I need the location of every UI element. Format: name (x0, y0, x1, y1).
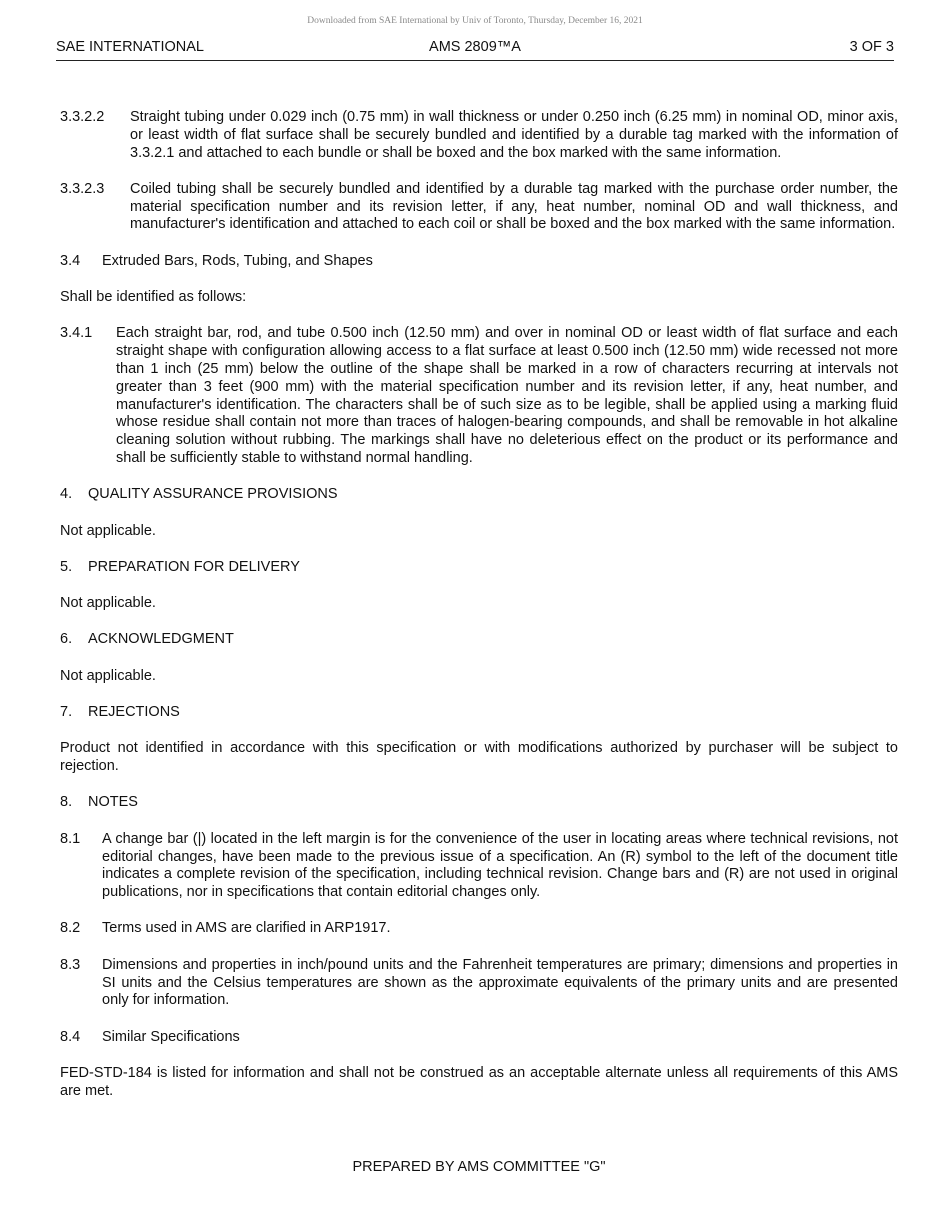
section-8-heading (60, 794, 898, 812)
section-number: 8.3 (60, 956, 81, 973)
section-number: 5. (60, 558, 73, 575)
download-watermark: Downloaded from SAE International by Univ of Toronto, Thursday, December 16, 2021 (307, 16, 643, 26)
section-3-4-text: Shall be identified as follows: (60, 289, 247, 306)
header-page-number: 3 OF 3 (849, 39, 894, 55)
section-title: NOTES (88, 794, 138, 811)
section-number: 3.3.2.3 (60, 180, 105, 197)
section-text: A change bar (|) located in the left margin is for the convenience of the user in locating areas where technical revisions, not editorial changes, have been made to the previous issue of a specification. An (R) symbol to the left of the document title indicates a complete revision of the specification, including technical revision. Change bars and (R) are not used in original publications, nor in specifications that contain editorial changes only. (102, 830, 898, 901)
section-number: 8. (60, 794, 73, 811)
section-8-4-text: FED-STD-184 is listed for information and shall not be construed as an acceptable alternate unless all requirements of this AMS are met. (60, 1064, 898, 1099)
section-7-text: Product not identified in accordance with this specification or with modifications authorized by purchaser will be subject to rejection. (60, 740, 898, 775)
header-document-number: AMS 2809™A (429, 39, 521, 55)
section-5-text: Not applicable. (60, 595, 156, 612)
section-text: Coiled tubing shall be securely bundled and identified by a durable tag marked with the purchase order number, the material specification number and its revision letter, if any, heat number, nominal OD and wall thickness, and manufacturer's identification and attached to each coil or shall be boxed and the box marked with the same information. (130, 180, 898, 233)
section-title: Extruded Bars, Rods, Tubing, and Shapes (102, 252, 373, 269)
section-title: QUALITY ASSURANCE PROVISIONS (88, 486, 338, 503)
section-text: Terms used in AMS are clarified in ARP1917. (102, 920, 391, 937)
section-text: Straight tubing under 0.029 inch (0.75 mm) in wall thickness or under 0.250 inch (6.25 mm) in nominal OD, minor axis, or least width of flat surface shall be securely bundled and identified by a durable tag marked with the information of 3.3.2.1 and attached to each bundle or shall be boxed and the box marked with the same information. (130, 109, 898, 161)
section-number: 7. (60, 704, 73, 721)
section-text: Dimensions and properties in inch/pound units and the Fahrenheit temperatures are primary; dimensions and properties in SI units and the Celsius temperatures are shown as the approximate equivalents of the primary units and are presented only for information. (102, 956, 898, 1009)
section-3-4-heading (60, 253, 898, 271)
section-number: 8.4 (60, 1028, 81, 1045)
section-number: 8.1 (60, 830, 81, 847)
section-6-heading (60, 631, 898, 649)
section-8-3 (60, 957, 898, 1010)
section-8-1 (60, 831, 898, 902)
section-number: 3.4.1 (60, 325, 93, 342)
section-8-4-heading (60, 1029, 898, 1047)
section-4-heading (60, 486, 898, 504)
section-number: 3.3.2.2 (60, 109, 105, 125)
section-3-3-2-3 (60, 181, 898, 234)
section-4-text: Not applicable. (60, 522, 156, 539)
page-header (56, 38, 894, 61)
section-number: 8.2 (60, 920, 81, 937)
section-5-heading (60, 559, 898, 577)
section-number: 4. (60, 486, 73, 503)
section-title: REJECTIONS (88, 704, 180, 721)
section-3-3-2-2 (60, 109, 898, 162)
section-7-heading (60, 704, 898, 722)
section-text: Each straight bar, rod, and tube 0.500 inch (12.50 mm) and over in nominal OD or least width of flat surface and each straight shape with configuration allowing access to a flat surface at least 0.500 inch (12.50 mm) wide recessed not more than 1 inch (25 mm) below the outline of the shape shall be marked in a row of characters recurring at intervals not greater than 3 feet (900 mm) with the material specification number and its revision letter, if any, heat number, and manufacturer's identification. The characters shall be of such size as to be legible, shall be applied using a marking fluid whose residue shall contain not more than traces of halogen-bearing compounds, and shall be removable in hot alkaline cleaning solution without rubbing. The markings shall have no deleterious effect on the product or its performance and shall be sufficiently stable to withstand normal handling. (116, 325, 898, 466)
section-number: 3.4 (60, 252, 81, 269)
section-number: 6. (60, 631, 73, 648)
section-title: ACKNOWLEDGMENT (88, 631, 234, 648)
section-title: PREPARATION FOR DELIVERY (88, 558, 300, 575)
section-3-4-1 (60, 325, 898, 467)
document-body (60, 109, 898, 1119)
section-6-text: Not applicable. (60, 667, 156, 684)
section-title: Similar Specifications (102, 1028, 240, 1045)
prepared-by-footer: PREPARED BY AMS COMMITTEE "G" (352, 1159, 606, 1175)
section-8-2 (60, 920, 898, 938)
header-organization: SAE INTERNATIONAL (56, 39, 204, 55)
